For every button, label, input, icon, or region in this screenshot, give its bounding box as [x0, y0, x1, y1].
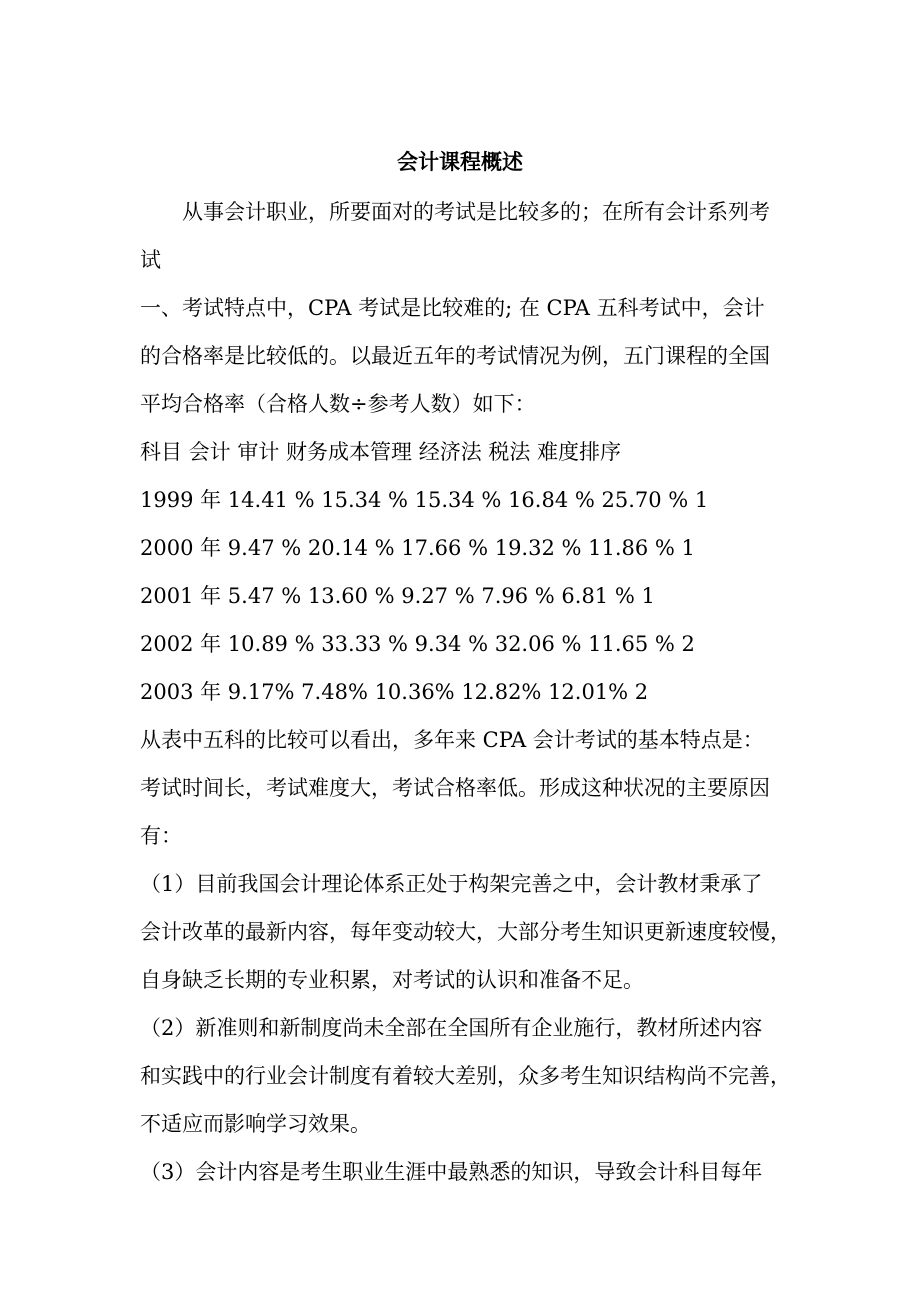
table-row: 2000 年 9.47 % 20.14 % 17.66 % 19.32 % 11.86 % 1 [140, 536, 695, 560]
paragraph-line: 从事会计职业，所要面对的考试是比较多的；在所有会计系列考 [140, 200, 770, 224]
paragraph-line: 的合格率是比较低的。以最近五年的考试情况为例，五门课程的全国 [140, 344, 770, 368]
list-item-line: 不适应而影响学习效果。 [140, 1112, 371, 1136]
list-item-line: 会计改革的最新内容，每年变动较大，大部分考生知识更新速度较慢， [140, 920, 791, 944]
list-item-line: 自身缺乏长期的专业积累，对考试的认识和准备不足。 [140, 968, 644, 992]
paragraph-line: 从表中五科的比较可以看出，多年来 CPA 会计考试的基本特点是： [140, 728, 764, 752]
paragraph-line: 试 [140, 248, 161, 272]
list-item-line: （3）会计内容是考生职业生涯中最熟悉的知识，导致会计科目每年 [140, 1160, 763, 1184]
paragraph-line: 考试时间长，考试难度大，考试合格率低。形成这种状况的主要原因 [140, 776, 770, 800]
table-row: 2001 年 5.47 % 13.60 % 9.27 % 7.96 % 6.81 % 1 [140, 584, 655, 608]
list-item-line: （1）目前我国会计理论体系正处于构架完善之中，会计教材秉承了 [140, 872, 763, 896]
paragraph-line: 平均合格率（合格人数÷参考人数）如下： [140, 392, 536, 416]
paragraph-line: 一、考试特点中，CPA 考试是比较难的; 在 CPA 五科考试中，会计 [140, 296, 765, 320]
table-row: 2003 年 9.17% 7.48% 10.36% 12.82% 12.01% 2 [140, 680, 649, 704]
table-row: 1999 年 14.41 % 15.34 % 15.34 % 16.84 % 25.70 % 1 [140, 488, 709, 512]
table-row: 2002 年 10.89 % 33.33 % 9.34 % 32.06 % 11.65 % 2 [140, 632, 695, 656]
list-item-line: 和实践中的行业会计制度有着较大差别，众多考生知识结构尚不完善， [140, 1064, 791, 1088]
page-title: 会计课程概述 [397, 149, 523, 174]
paragraph-line: 有： [140, 824, 182, 848]
list-item-line: （2）新准则和新制度尚未全部在全国所有企业施行，教材所述内容 [140, 1016, 763, 1040]
table-header-row: 科目 会计 审计 财务成本管理 经济法 税法 难度排序 [140, 440, 622, 464]
